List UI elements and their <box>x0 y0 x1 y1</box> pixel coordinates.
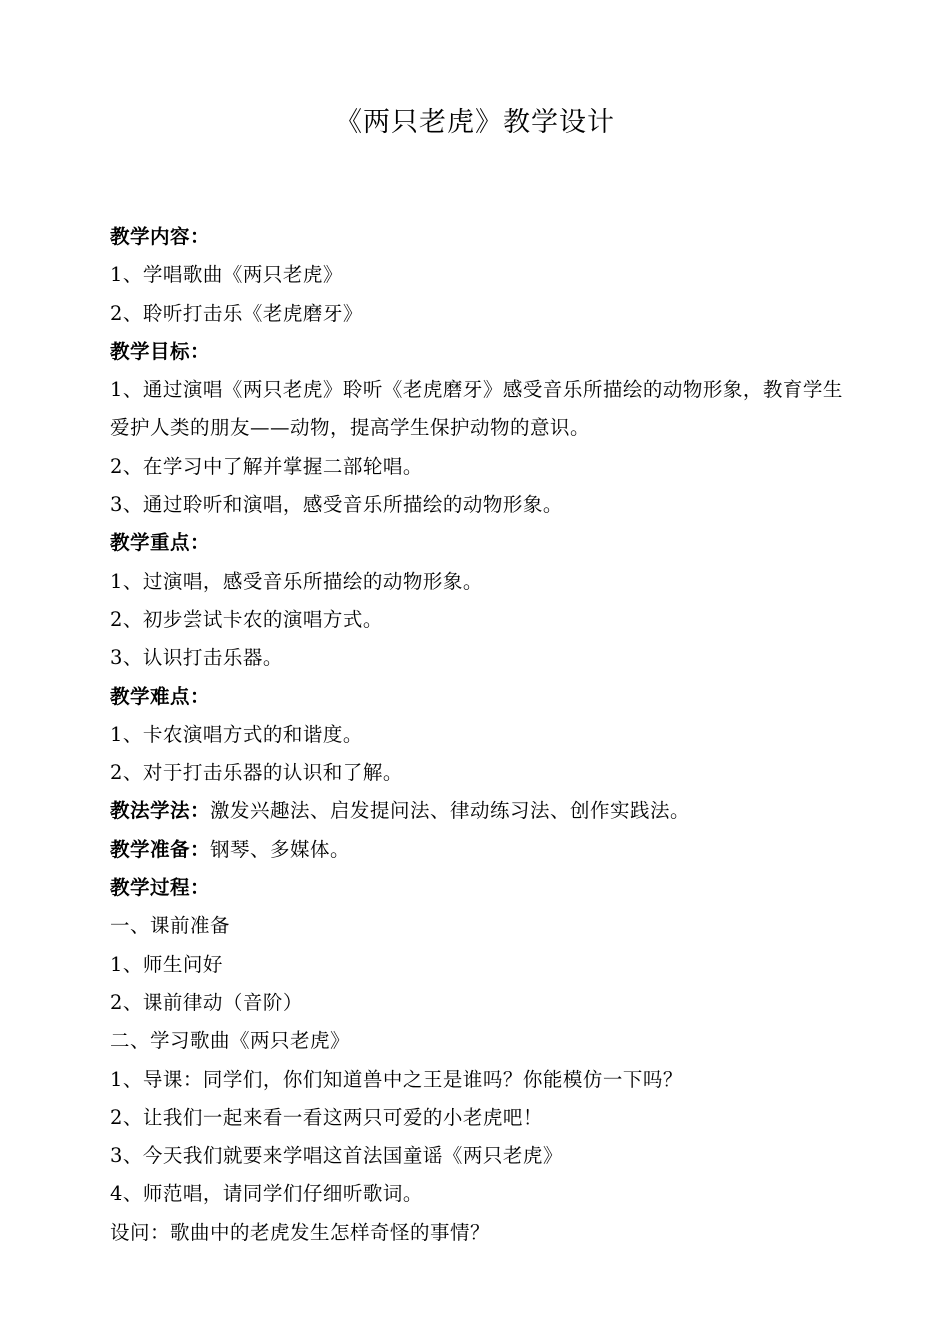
goal-item: 1、通过演唱《两只老虎》聆听《老虎磨牙》感受音乐所描绘的动物形象，教育学生爱护人类的朋友——动物，提高学生保护动物的意识。 <box>110 378 843 440</box>
process-item: 3、今天我们就要来学唱这首法国童谣《两只老虎》 <box>110 1144 563 1168</box>
key-point-item: 2、初步尝试卡农的演唱方式。 <box>110 607 383 631</box>
section-heading-key-points: 教学重点： <box>110 531 211 555</box>
methods-text: 激发兴趣法、启发提问法、律动练习法、创作实践法。 <box>210 799 691 823</box>
difficulty-item: 2、对于打击乐器的认识和了解。 <box>110 761 403 785</box>
methods-line <box>110 792 845 830</box>
methods-label: 教法学法： <box>110 799 211 823</box>
key-point-item: 1、过演唱，感受音乐所描绘的动物形象。 <box>110 569 483 593</box>
process-item: 2、课前律动（音阶） <box>110 990 303 1014</box>
content-item: 1、学唱歌曲《两只老虎》 <box>110 263 343 287</box>
document-body <box>110 218 845 1252</box>
goal-item: 2、在学习中了解并掌握二部轮唱。 <box>110 454 423 478</box>
difficulty-item: 1、卡农演唱方式的和谐度。 <box>110 722 363 746</box>
document-title: 《两只老虎》教学设计 <box>335 107 615 138</box>
process-section-title: 二、学习歌曲《两只老虎》 <box>110 1029 351 1053</box>
section-heading-content: 教学内容： <box>110 225 211 248</box>
section-heading-process: 教学过程： <box>110 876 211 900</box>
process-item: 设问：歌曲中的老虎发生怎样奇怪的事情？ <box>110 1220 491 1244</box>
process-item: 2、让我们一起来看一看这两只可爱的小老虎吧！ <box>110 1105 543 1129</box>
process-item: 4、师范唱，请同学们仔细听歌词。 <box>110 1182 423 1206</box>
key-point-item: 3、认识打击乐器。 <box>110 646 283 670</box>
process-item: 1、师生问好 <box>110 952 223 976</box>
process-section-title: 一、课前准备 <box>110 914 231 938</box>
preparation-label: 教学准备： <box>110 837 211 861</box>
preparation-text: 钢琴、多媒体。 <box>210 837 351 861</box>
preparation-line <box>110 831 845 869</box>
section-heading-difficulties: 教学难点： <box>110 684 211 708</box>
content-item: 2、聆听打击乐《老虎磨牙》 <box>110 301 363 325</box>
process-item: 1、导课：同学们，你们知道兽中之王是谁吗？你能模仿一下吗？ <box>110 1067 683 1091</box>
goal-item: 3、通过聆听和演唱，感受音乐所描绘的动物形象。 <box>110 493 563 517</box>
section-heading-goals: 教学目标： <box>110 339 211 363</box>
